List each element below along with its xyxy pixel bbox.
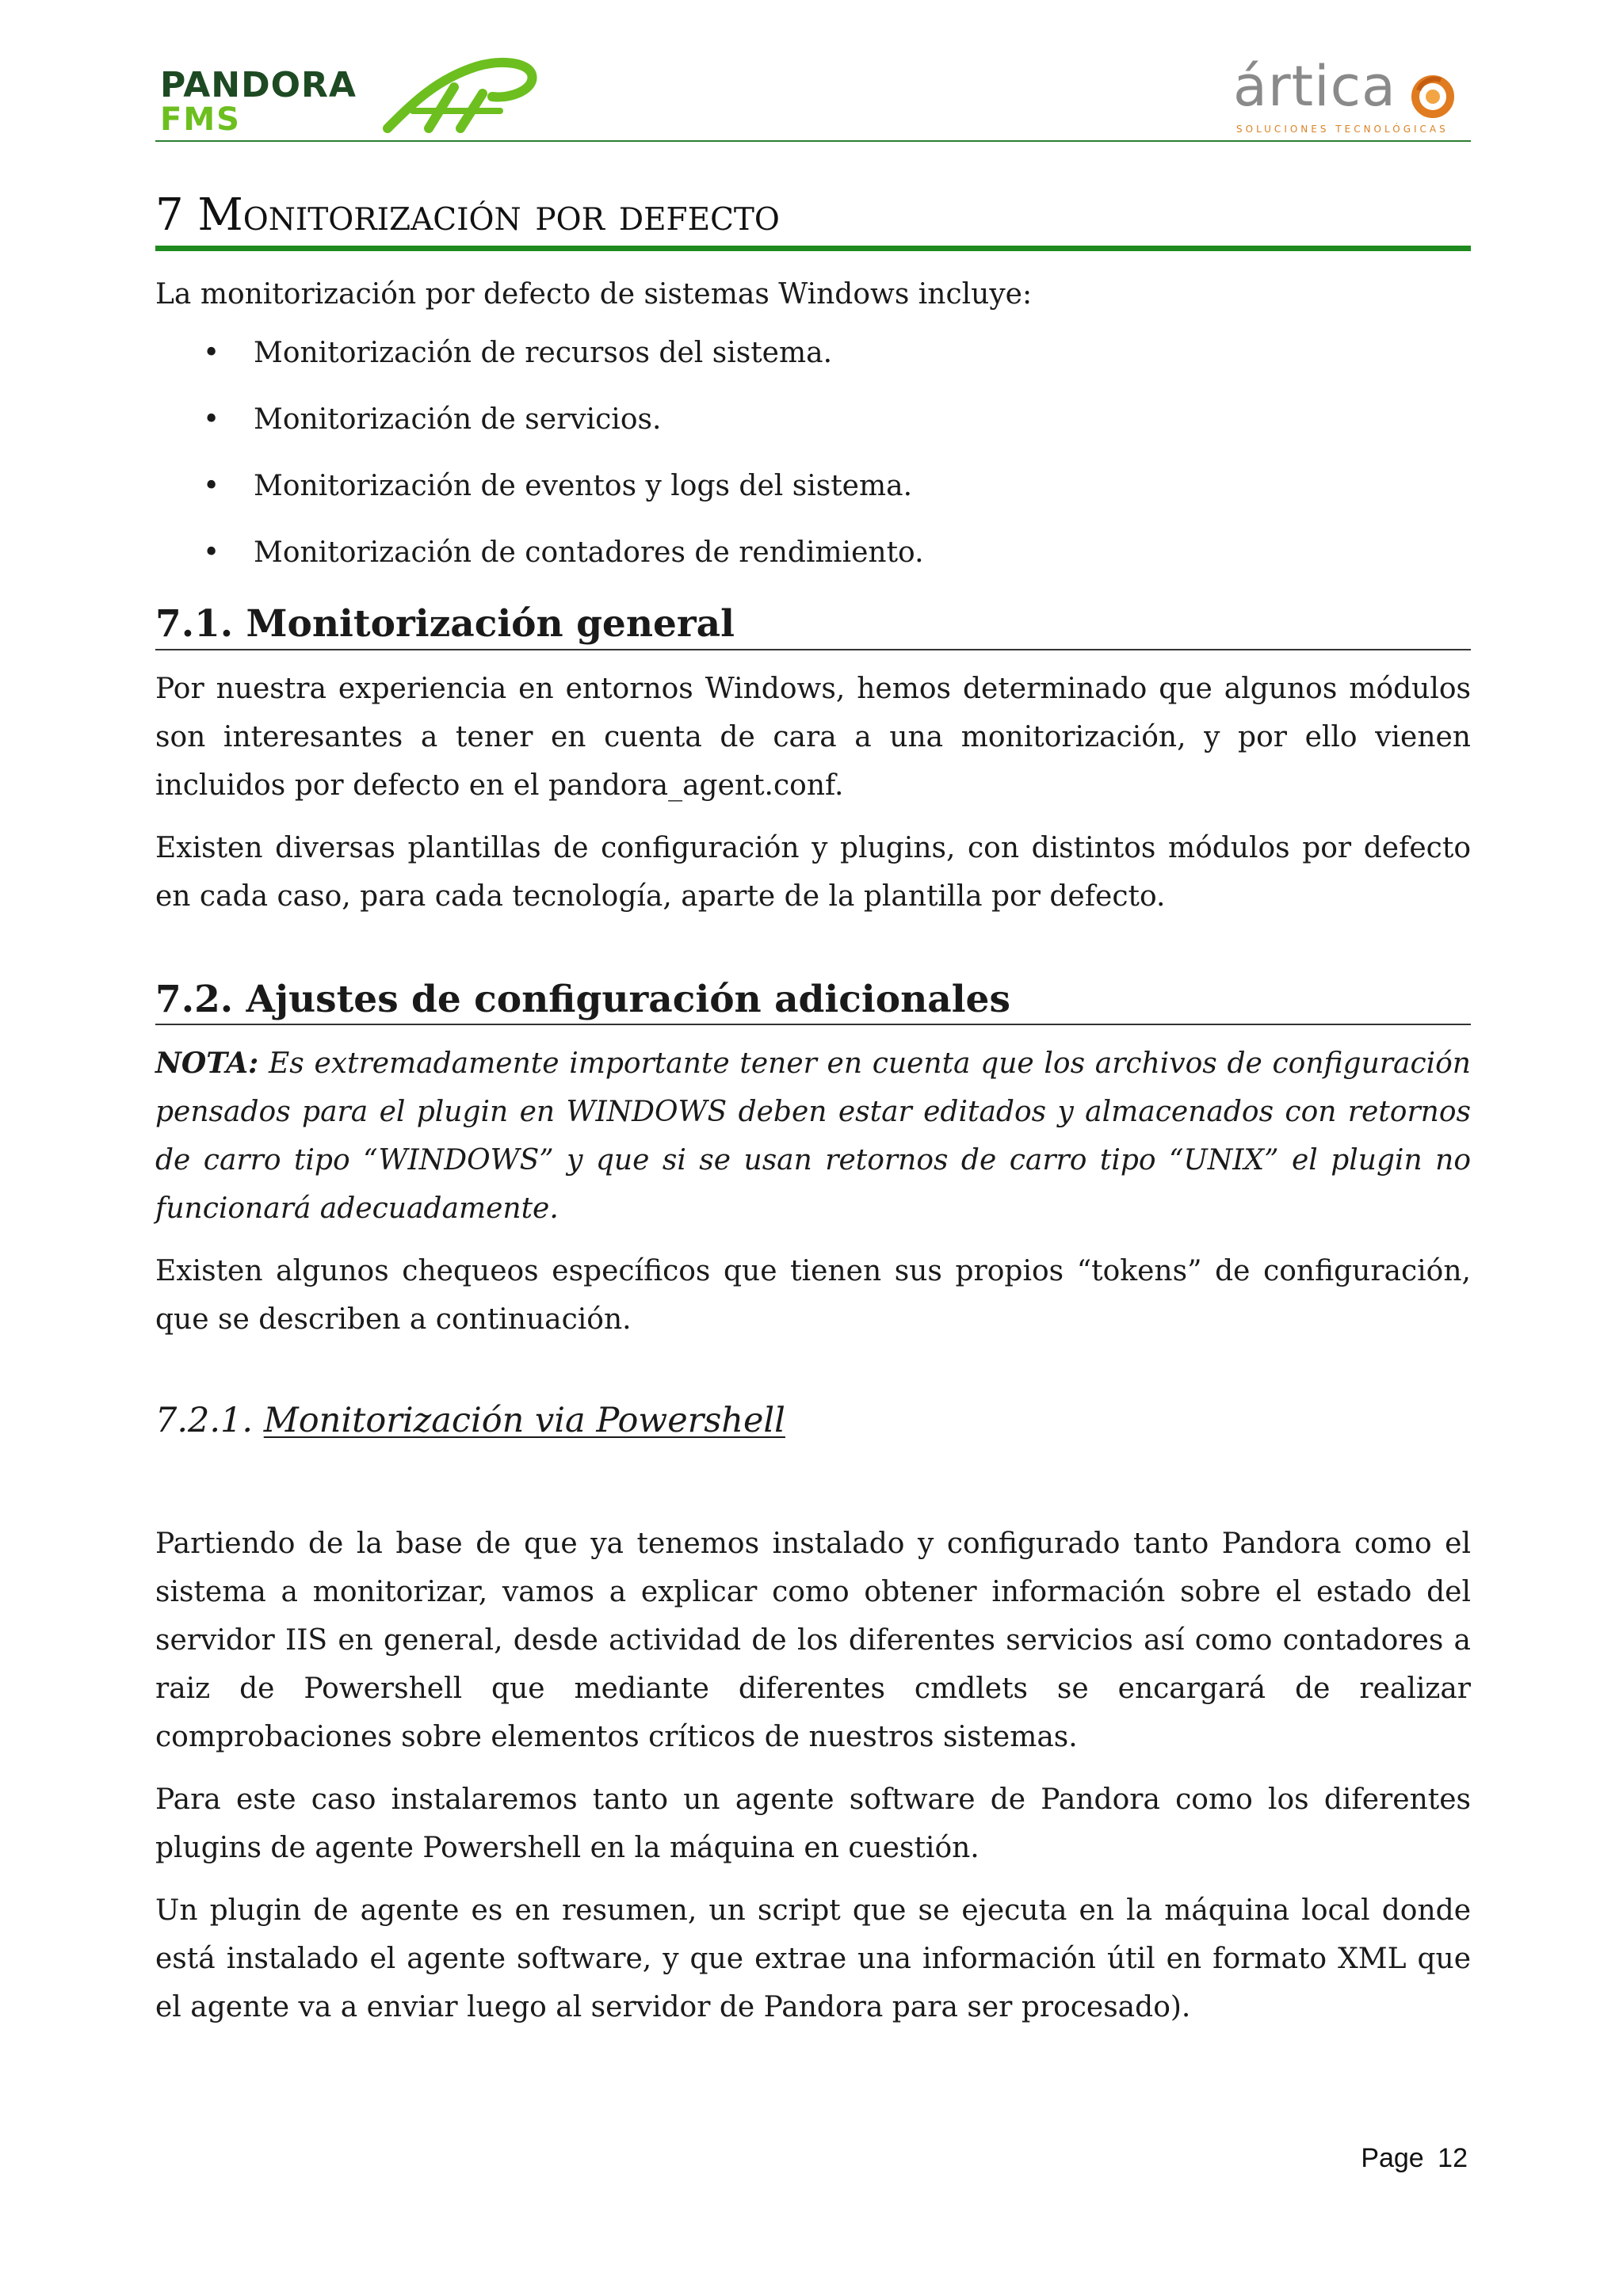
subsection-title-powershell <box>155 1401 1471 1442</box>
section-title-additional-settings: 7.2. Ajustes de configuración adicionales <box>155 978 1471 1025</box>
note-text: Es extremadamente importante tener en cuenta que los archivos de configuración pensados para el plugin en WINDOWS deben estar editados y almacenados con retornos de carro tipo “WINDOWS” y que si se usan retornos de carro tipo “UNIX” el plugin no funcionará adecuadamente. <box>155 1047 1471 1226</box>
fms-logo-word: FMS <box>160 101 241 138</box>
list-item-text: Monitorización de recursos del sistema. <box>254 337 833 370</box>
section-title-general: 7.1. Monitorización general <box>155 602 1471 650</box>
page-number-value: 12 <box>1438 2143 1468 2173</box>
page-header <box>155 49 1471 141</box>
section-general-paragraph-1: Por nuestra experiencia en entornos Windows, hemos determinado que algunos módulos son interesantes a tener en cuenta de cara a una monitorización, y por ello vienen incluidos por defecto en el pandora_agent.conf. <box>155 672 1471 802</box>
artica-logo-word: ártica <box>1233 54 1396 119</box>
page-content <box>155 190 1471 2031</box>
chapter-intro: La monitorización por defecto de sistemas Windows incluye: <box>155 278 1033 311</box>
bullet-icon: • <box>203 403 220 437</box>
pandora-logo-word: PANDORA <box>160 65 357 105</box>
pandora-fms-logo <box>155 55 536 138</box>
powershell-paragraph-1: Partiendo de la base de que ya tenemos instalado y configurado tanto Pandora como el sistema a monitorizar, vamos a explicar como obtener información sobre el estado del servidor IIS en general, desde actividad de los diferentes servicios así como contadores a raiz de Powershell que mediante diferentes cmdlets se encargará de realizar comprobaciones sobre elementos críticos de nuestros sistemas. <box>155 1527 1471 1753</box>
list-item <box>155 469 1471 504</box>
subsection-number: 7.2.1. <box>155 1401 264 1441</box>
powershell-paragraph-3: Un plugin de agente es en resumen, un script que se ejecuta en la máquina local donde está instalado el agente software, y que extrae una información útil en formato XML que el agente va a enviar luego al servidor de Pandora para ser procesado). <box>155 1894 1471 2023</box>
list-item <box>155 536 1471 570</box>
list-item <box>155 336 1471 371</box>
pandora-swoosh-icon <box>381 55 540 135</box>
artica-tagline: SOLUCIONES TECNOLÓGICAS <box>1236 124 1449 135</box>
list-item <box>155 402 1471 437</box>
chapter-title: 7 Monitorización por defecto <box>155 190 1471 251</box>
subsection-title-text: Monitorización via Powershell <box>263 1401 785 1441</box>
bullet-icon: • <box>203 470 220 503</box>
bullet-icon: • <box>203 337 220 370</box>
powershell-paragraph-2: Para este caso instalaremos tanto un agente software de Pandora como los diferentes plugins de agente Powershell en la máquina en cuestión. <box>155 1783 1471 1864</box>
list-item-text: Monitorización de servicios. <box>254 403 662 437</box>
note-label: NOTA: <box>155 1047 259 1081</box>
note-paragraph <box>155 1039 1471 1233</box>
feature-list <box>155 336 1471 570</box>
artica-logo <box>1233 54 1463 138</box>
bullet-icon: • <box>203 536 220 570</box>
page-label: Page <box>1361 2143 1424 2173</box>
section-general-paragraph-2: Existen diversas plantillas de configuración y plugins, con distintos módulos por defecto en cada caso, para cada tecnología, aparte de la plantilla por defecto. <box>155 831 1471 913</box>
artica-orange-ring-icon <box>1409 73 1457 120</box>
list-item-text: Monitorización de eventos y logs del sistema. <box>254 470 913 503</box>
list-item-text: Monitorización de contadores de rendimiento. <box>254 536 924 570</box>
header-divider <box>155 140 1471 142</box>
section-additional-paragraph: Existen algunos chequeos específicos que tienen sus propios “tokens” de configuración, que se describen a continuación. <box>155 1255 1471 1337</box>
page-number <box>1361 2143 1468 2174</box>
